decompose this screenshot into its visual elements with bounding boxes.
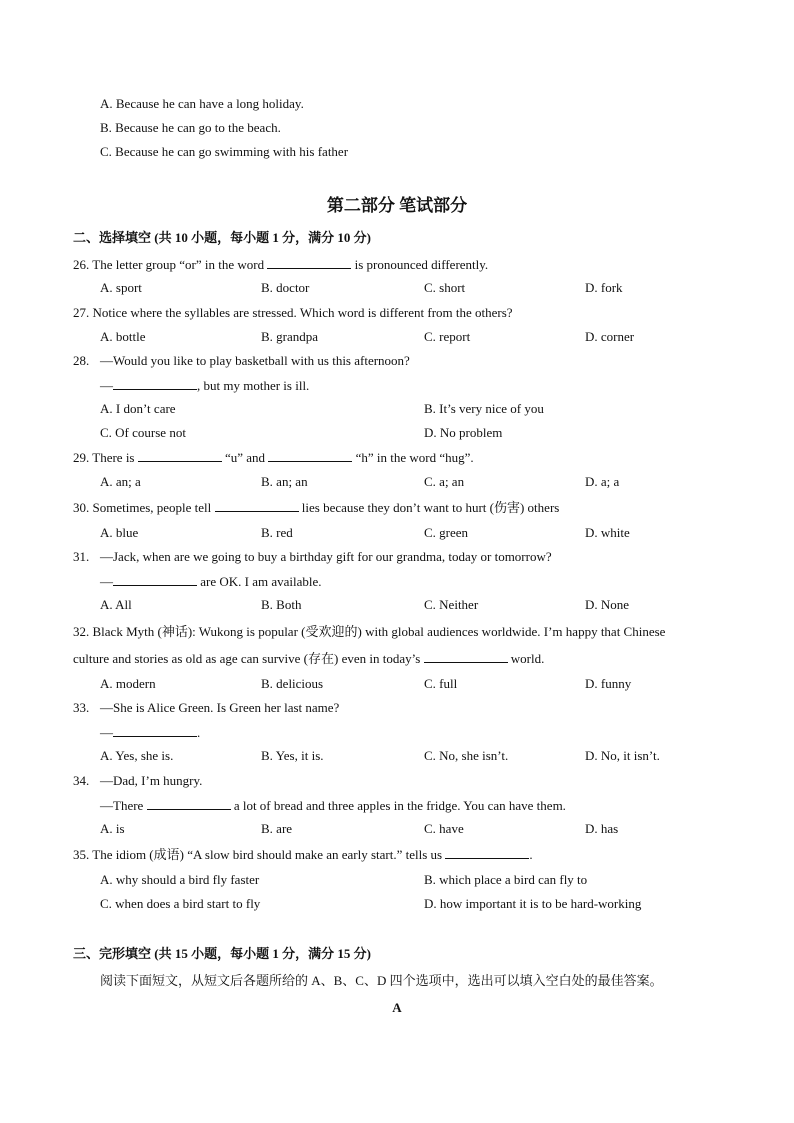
question-text: , but my mother is ill. (197, 378, 310, 393)
question-31: —Jack, when are we going to buy a birthday gift for our grandma, today or tomorrow? (100, 549, 552, 564)
option: A. I don’t care (100, 401, 176, 416)
option: B. Yes, it is. (261, 748, 324, 763)
option: B. which place a bird can fly to (424, 872, 588, 887)
question-26 (73, 256, 488, 273)
question-number: 33. (73, 700, 90, 715)
answer-blank (138, 449, 222, 462)
question-text: lies because they don’t want to hurt (伤害) others (298, 500, 560, 515)
dash: — (100, 574, 113, 589)
option: C. a; an (424, 474, 465, 489)
question-text: “h” in the word “hug”. (352, 450, 474, 465)
answer-blank (147, 797, 231, 810)
question-text: are OK. I am available. (197, 574, 322, 589)
option: A. modern (100, 676, 156, 691)
option: D. No, it isn’t. (585, 748, 660, 763)
question-text: is pronounced differently. (351, 257, 489, 272)
option-a: A. Because he can have a long holiday. (100, 96, 304, 111)
option: A. an; a (100, 474, 141, 489)
question-text: 30. Sometimes, people tell (73, 500, 215, 515)
question-34: —Dad, I’m hungry. (100, 773, 203, 788)
question-text: 26. The letter group “or” in the word (73, 257, 268, 272)
option: C. short (424, 280, 466, 295)
option: B. grandpa (261, 329, 319, 344)
answer-blank (267, 256, 351, 269)
question-text: 29. There is (73, 450, 138, 465)
option: D. fork (585, 280, 623, 295)
option: D. a; a (585, 474, 620, 489)
answer-blank (113, 377, 197, 390)
question-text: a lot of bread and three apples in the fridge. You can have them. (230, 798, 566, 813)
question-text: “u” and (221, 450, 269, 465)
option: C. No, she isn’t. (424, 748, 509, 763)
option: C. Of course not (100, 425, 186, 440)
option: C. Neither (424, 597, 479, 612)
option: C. when does a bird start to fly (100, 896, 261, 911)
answer-blank (215, 499, 299, 512)
option-c: C. Because he can go swimming with his father (100, 144, 349, 159)
option: A. is (100, 821, 125, 836)
option: C. report (424, 329, 471, 344)
option: D. white (585, 525, 630, 540)
question-text: . (529, 847, 533, 862)
option: D. how important it is to be hard-working (424, 896, 642, 911)
dash: — (100, 725, 113, 740)
question-number: 28. (73, 353, 90, 368)
option: A. blue (100, 525, 139, 540)
answer-blank (113, 573, 197, 586)
answer-blank (445, 846, 529, 859)
option: B. red (261, 525, 293, 540)
option: D. has (585, 821, 619, 836)
option: D. No problem (424, 425, 503, 440)
question-text: culture and stories as old as age can survive (存在) even in today’s (73, 651, 424, 666)
question-28: —Would you like to play basketball with us this afternoon? (100, 353, 410, 368)
option: D. corner (585, 329, 635, 344)
option: B. It’s very nice of you (424, 401, 544, 416)
option: B. delicious (261, 676, 324, 691)
option: A. All (100, 597, 132, 612)
question-text: —There (100, 798, 147, 813)
question-text: . (197, 725, 201, 740)
option: C. full (424, 676, 458, 691)
option: A. why should a bird fly faster (100, 872, 260, 887)
question-27: 27. Notice where the syllables are stressed. Which word is different from the others? (73, 305, 513, 320)
question-29 (73, 449, 474, 466)
section-header: 三、完形填空 (共 15 小题，每小题 1 分，满分 15 分) (73, 946, 371, 961)
answer-blank (424, 650, 508, 663)
question-31-line2 (100, 573, 322, 590)
answer-blank (268, 449, 352, 462)
question-text: 35. The idiom (成语) “A slow bird should make an early start.” tells us (73, 847, 446, 862)
question-28-line2 (100, 377, 309, 394)
question-33: —She is Alice Green. Is Green her last name? (100, 700, 340, 715)
section-header: 二、选择填空 (共 10 小题，每小题 1 分，满分 10 分) (73, 230, 371, 245)
dash: — (100, 378, 113, 393)
question-number: 31. (73, 549, 90, 564)
question-32-line2 (73, 650, 544, 667)
question-32: 32. Black Myth (神话): Wukong is popular (受欢迎的) with global audiences worldwide. I’m happy that Chinese (73, 624, 666, 639)
option: D. None (585, 597, 630, 612)
option: C. have (424, 821, 464, 836)
question-text: world. (507, 651, 545, 666)
option: B. Both (261, 597, 302, 612)
option: C. green (424, 525, 469, 540)
part-title: 第二部分 笔试部分 (326, 196, 468, 215)
option: D. funny (585, 676, 632, 691)
section-instruction: 阅读下面短文，从短文后各题所给的 A、B、C、D 四个选项中，选出可以填入空白处的最佳答案。 (100, 973, 663, 988)
option: B. an; an (261, 474, 308, 489)
passage-label: A (392, 1000, 402, 1015)
question-30 (73, 499, 559, 516)
question-number: 34. (73, 773, 90, 788)
option: A. bottle (100, 329, 146, 344)
option: B. are (261, 821, 293, 836)
option-b: B. Because he can go to the beach. (100, 120, 281, 135)
option: B. doctor (261, 280, 310, 295)
option: A. Yes, she is. (100, 748, 174, 763)
question-35 (73, 846, 533, 863)
question-34-line2 (100, 797, 566, 814)
question-33-line2 (100, 724, 200, 741)
option: A. sport (100, 280, 142, 295)
answer-blank (113, 724, 197, 737)
